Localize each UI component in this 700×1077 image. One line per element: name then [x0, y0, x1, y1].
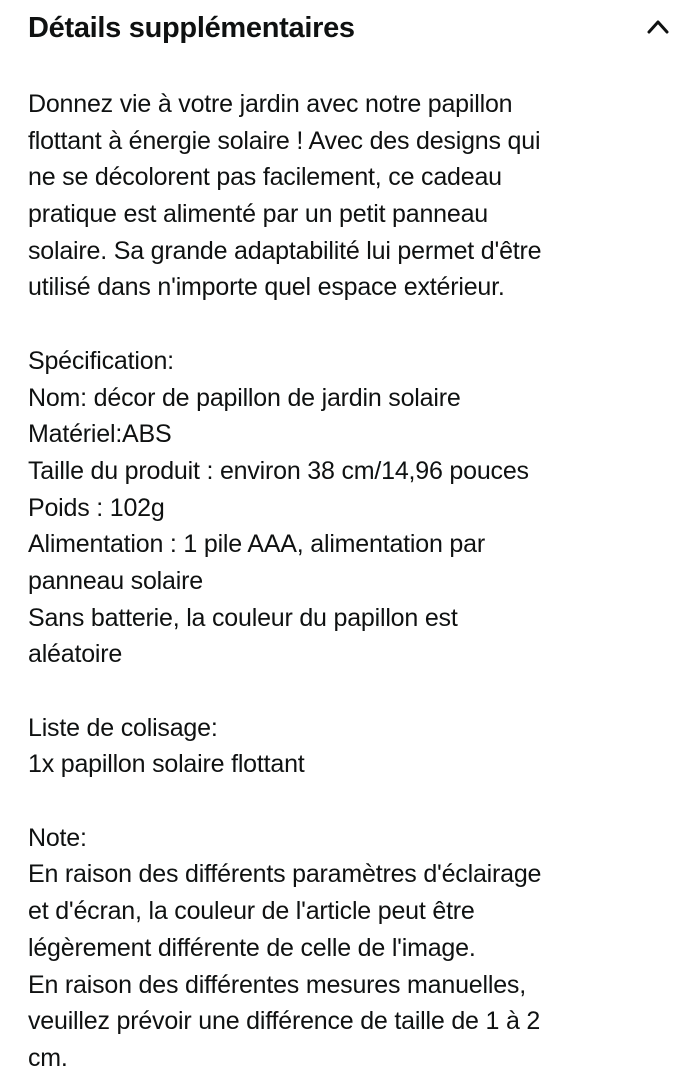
text-line: solaire. Sa grande adaptabilité lui permet d'être [28, 236, 542, 265]
specification-block [28, 343, 688, 673]
text-line: Donnez vie à votre jardin avec notre papillon [28, 90, 513, 118]
text-line: flottant à énergie solaire ! Avec des designs qui [28, 126, 541, 155]
text-line: pratique est alimenté par un petit panneau [28, 200, 488, 229]
spec-line: Sans batterie, la couleur du papillon est [28, 603, 458, 632]
note-line: légèrement différente de celle de l'image. [28, 933, 476, 962]
note-heading: Note: [28, 823, 87, 852]
text-line: ne se décolorent pas facilement, ce cadeau [28, 163, 502, 192]
spacer [28, 783, 688, 820]
specification-heading: Spécification: [28, 346, 174, 375]
note-line: cm. [28, 1043, 68, 1072]
spec-line: Matériel:ABS [28, 420, 172, 449]
spec-line: aléatoire [28, 640, 123, 669]
note-line: veuillez prévoir une différence de taille de 1 à 2 [28, 1007, 541, 1036]
spec-line: Alimentation : 1 pile AAA, alimentation par [28, 530, 485, 559]
note-line: et d'écran, la couleur de l'article peut être [28, 897, 475, 926]
spec-line: panneau solaire [28, 566, 203, 595]
packing-list-heading: Liste de colisage: [28, 713, 218, 742]
note-line: En raison des différents paramètres d'éclairage [28, 860, 542, 889]
details-content [28, 86, 688, 1077]
note-block [28, 820, 688, 1077]
spacer [28, 306, 688, 343]
spacer [28, 673, 688, 710]
chevron-up-icon[interactable] [644, 14, 672, 38]
note-line: En raison des différentes mesures manuelles, [28, 970, 526, 999]
spec-line: Poids : 102g [28, 493, 165, 522]
spec-line: Nom: décor de papillon de jardin solaire [28, 383, 461, 412]
section-title: Détails supplémentaires [28, 12, 355, 44]
spec-line: Taille du produit : environ 38 cm/14,96 pouces [28, 456, 529, 485]
packing-line: 1x papillon solaire flottant [28, 750, 305, 779]
section-header[interactable] [0, 0, 700, 60]
description-paragraph [28, 86, 688, 306]
packing-list-block [28, 710, 688, 783]
text-line: utilisé dans n'importe quel espace extérieur. [28, 273, 505, 302]
